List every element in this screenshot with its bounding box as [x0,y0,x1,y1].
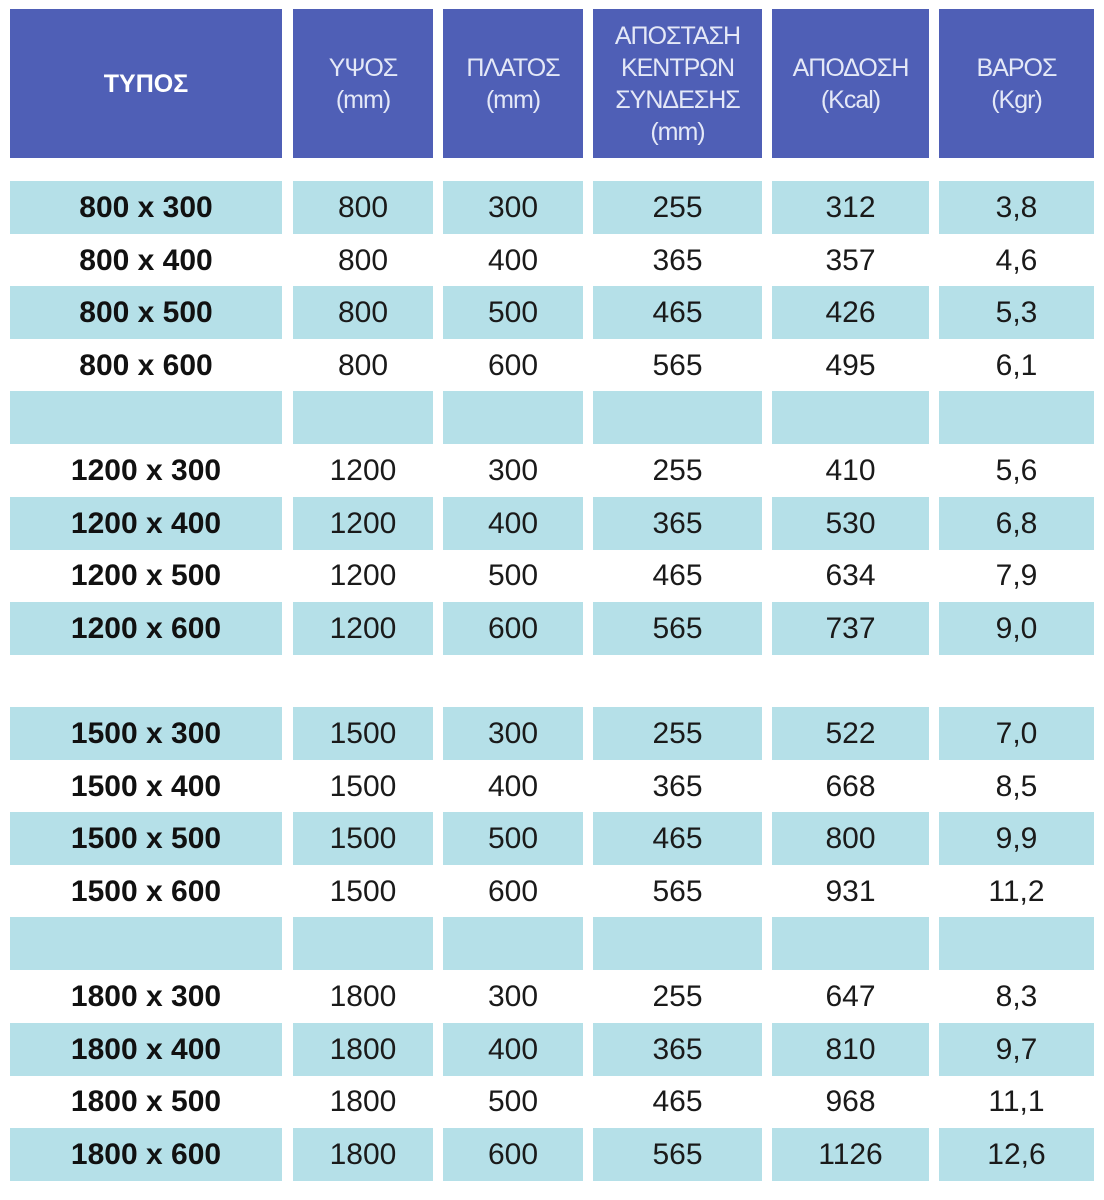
cell-connection-distance: 255 [652,979,703,1013]
table-row [0,181,1104,234]
header-width: ΠΛΑΤΟΣ (mm) [443,9,583,158]
cell-height: 1800 [329,1084,397,1118]
cell-height: 800 [337,348,389,382]
cell-height [293,654,433,707]
header-type: ΤΥΠΟΣ [10,9,282,158]
cell-connection-distance [593,391,762,444]
cell-output: 1126 [772,1128,929,1181]
cell-width: 600 [443,602,583,655]
cell-connection-distance: 465 [652,558,703,592]
cell-type: 800 x 400 [79,243,213,277]
cell-connection-distance [593,654,762,707]
cell-output [772,391,929,444]
cell-weight: 7,0 [939,707,1094,760]
cell-height: 1500 [293,707,433,760]
cell-height: 800 [293,181,433,234]
cell-width: 600 [487,348,539,382]
table-row [0,444,1104,497]
cell-width: 600 [443,1128,583,1181]
header-connection-distance: ΑΠΟΣΤΑΣΗ ΚΕΝΤΡΩΝ ΣΥΝΔΕΣΗΣ (mm) [593,9,762,158]
cell-weight [939,917,1094,970]
cell-width [443,917,583,970]
cell-height: 1800 [293,1128,433,1181]
cell-type: 800 x 500 [10,286,282,339]
cell-height: 800 [337,243,389,277]
cell-output: 737 [772,602,929,655]
cell-connection-distance: 365 [652,769,703,803]
cell-width: 300 [487,453,539,487]
cell-type [10,917,282,970]
table-row [0,602,1104,655]
cell-weight: 7,9 [995,558,1038,592]
table-row [0,234,1104,287]
cell-connection-distance [593,917,762,970]
cell-type: 1500 x 500 [10,812,282,865]
cell-type: 1500 x 300 [10,707,282,760]
table-row [0,339,1104,392]
cell-width: 500 [487,558,539,592]
cell-height: 1500 [329,769,397,803]
header-output: ΑΠΟΔΟΣΗ (Kcal) [772,9,929,158]
cell-width: 300 [443,707,583,760]
cell-type: 800 x 600 [79,348,213,382]
cell-output: 931 [825,874,876,908]
cell-weight: 5,3 [939,286,1094,339]
cell-connection-distance: 365 [652,243,703,277]
table-row [0,286,1104,339]
cell-connection-distance: 565 [652,348,703,382]
cell-weight: 4,6 [995,243,1038,277]
cell-weight: 3,8 [939,181,1094,234]
cell-type: 1800 x 300 [70,979,222,1013]
cell-type [10,654,282,707]
cell-height: 800 [293,286,433,339]
cell-height [293,391,433,444]
table-row [0,654,1104,707]
cell-weight: 6,1 [995,348,1038,382]
cell-width: 400 [443,1023,583,1076]
cell-output [772,917,929,970]
cell-output: 495 [825,348,876,382]
cell-output: 530 [772,497,929,550]
header-weight: ΒΑΡΟΣ (Kgr) [939,9,1094,158]
cell-connection-distance: 465 [593,812,762,865]
cell-width: 500 [487,1084,539,1118]
table-row [0,549,1104,602]
cell-connection-distance: 255 [652,453,703,487]
cell-width: 600 [487,874,539,908]
cell-type: 1500 x 600 [70,874,222,908]
table-row [0,865,1104,918]
table-row [0,497,1104,550]
table-row [0,1075,1104,1128]
cell-height: 1200 [329,453,397,487]
cell-output: 312 [772,181,929,234]
cell-connection-distance: 565 [593,602,762,655]
cell-type: 1500 x 400 [70,769,222,803]
cell-type: 1200 x 600 [10,602,282,655]
table-row [0,707,1104,760]
cell-weight: 6,8 [939,497,1094,550]
cell-type: 800 x 300 [10,181,282,234]
cell-output: 800 [772,812,929,865]
cell-width: 500 [443,812,583,865]
cell-width: 300 [487,979,539,1013]
cell-type: 1800 x 400 [10,1023,282,1076]
table-row [0,812,1104,865]
cell-type: 1800 x 500 [70,1084,222,1118]
table-row [0,1128,1104,1181]
header-height: ΥΨΟΣ (mm) [293,9,433,158]
cell-width: 300 [443,181,583,234]
cell-type: 1200 x 500 [70,558,222,592]
cell-weight: 12,6 [939,1128,1094,1181]
cell-width: 400 [443,497,583,550]
cell-weight [939,654,1094,707]
cell-weight: 9,9 [939,812,1094,865]
cell-height: 1200 [293,602,433,655]
cell-output: 522 [772,707,929,760]
cell-output: 426 [772,286,929,339]
cell-connection-distance: 565 [593,1128,762,1181]
table-row [0,391,1104,444]
cell-connection-distance: 465 [593,286,762,339]
cell-weight: 8,3 [995,979,1038,1013]
cell-height [293,917,433,970]
cell-height: 1800 [293,1023,433,1076]
cell-output: 647 [825,979,876,1013]
cell-height: 1500 [329,874,397,908]
table-row [0,970,1104,1023]
cell-height: 1200 [293,497,433,550]
cell-weight: 5,6 [995,453,1038,487]
cell-connection-distance: 565 [652,874,703,908]
cell-type: 1200 x 400 [10,497,282,550]
cell-output: 634 [825,558,876,592]
table-row [0,917,1104,970]
cell-connection-distance: 465 [652,1084,703,1118]
cell-connection-distance: 255 [593,181,762,234]
cell-output: 968 [825,1084,876,1118]
cell-weight: 9,7 [939,1023,1094,1076]
cell-output: 668 [825,769,876,803]
cell-output: 410 [825,453,876,487]
cell-connection-distance: 255 [593,707,762,760]
table-row [0,1023,1104,1076]
cell-width: 400 [487,769,539,803]
cell-type [10,391,282,444]
cell-width [443,654,583,707]
cell-height: 1800 [329,979,397,1013]
cell-width [443,391,583,444]
cell-output: 357 [825,243,876,277]
cell-weight: 8,5 [995,769,1038,803]
cell-type: 1800 x 600 [10,1128,282,1181]
cell-weight [939,391,1094,444]
cell-output: 810 [772,1023,929,1076]
cell-width: 500 [443,286,583,339]
cell-weight: 11,2 [988,874,1045,908]
cell-width: 400 [487,243,539,277]
cell-weight: 9,0 [939,602,1094,655]
cell-type: 1200 x 300 [70,453,222,487]
cell-connection-distance: 365 [593,1023,762,1076]
table-row [0,760,1104,813]
cell-height: 1500 [293,812,433,865]
cell-height: 1200 [329,558,397,592]
cell-output [772,654,929,707]
cell-weight: 11,1 [988,1084,1045,1118]
cell-connection-distance: 365 [593,497,762,550]
